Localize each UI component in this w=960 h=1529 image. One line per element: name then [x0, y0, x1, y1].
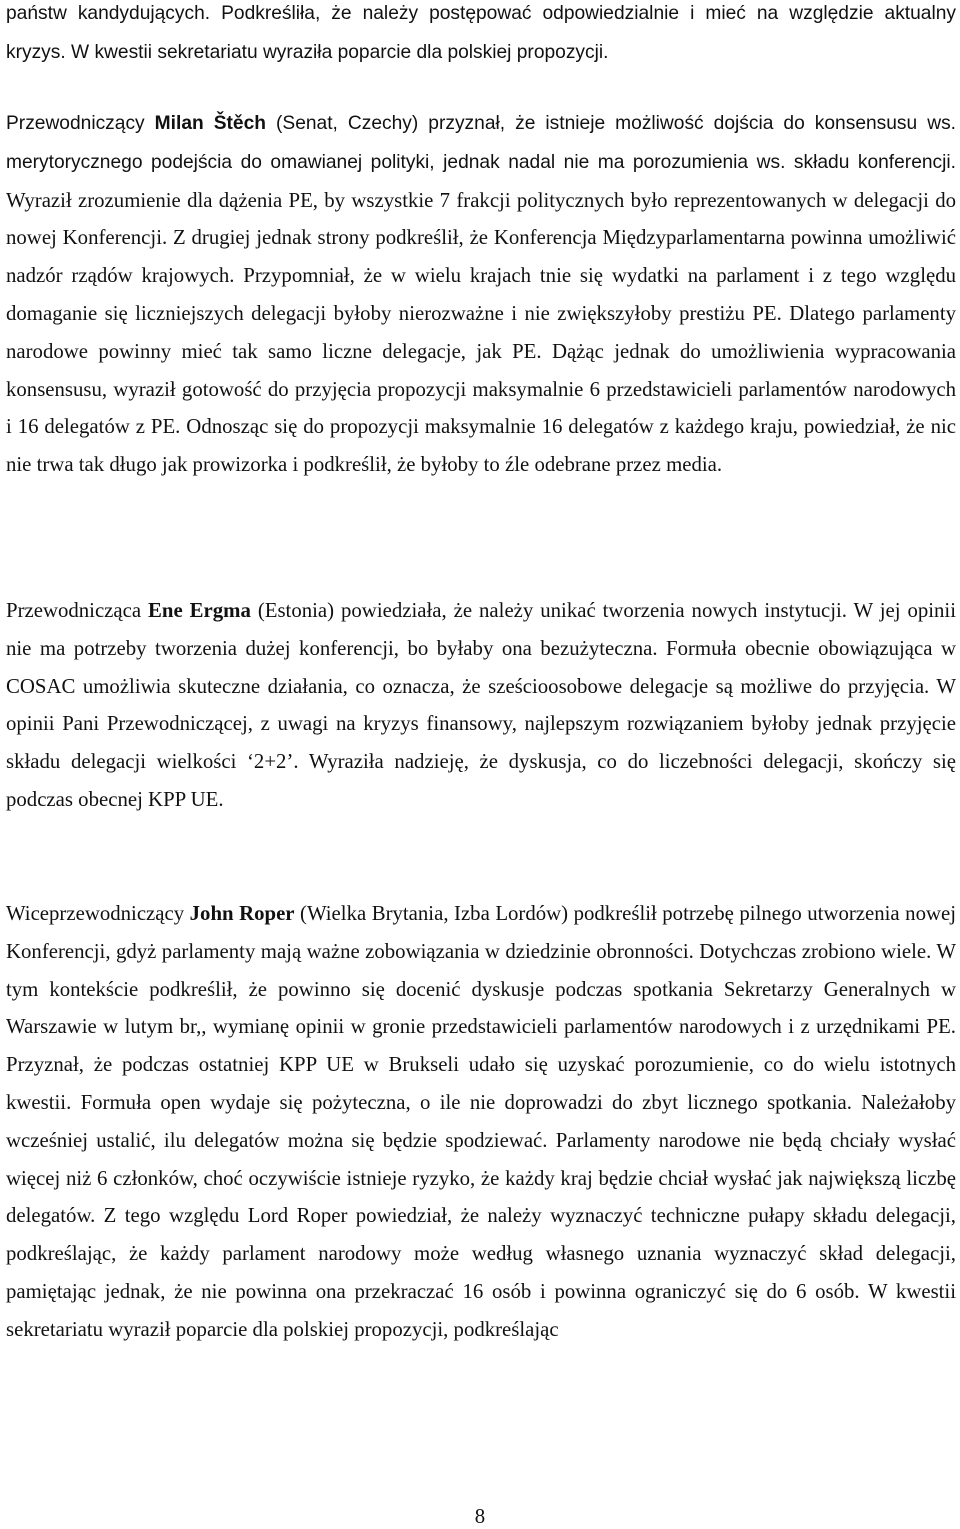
page-number: 8 [474, 1505, 486, 1528]
paragraph-2-sans-text: (Senat, Czechy) przyznał, że istnieje możliwość dojścia do konsensusu ws. merytorycznego podejścia do omawianej polityki, jednak nadal nie ma porozumienia ws. składu konferencji. [6, 113, 957, 173]
paragraph-2-intro: Przewodniczący [6, 113, 155, 134]
paragraph-4 [6, 895, 956, 1349]
paragraph-4-intro: Wiceprzewodniczący [6, 902, 190, 925]
paragraph-2 [6, 104, 956, 484]
paragraph-4-text: (Wielka Brytania, Izba Lordów) podkreślił potrzebę pilnego utworzenia nowej Konferencji, gdyż parlamenty mają ważne zobowiązania w dziedzinie obronności. Dotychczas zrobiono wiele. W tym kontekście podkreślił, że powinno się docenić dyskusje podczas spotkania Sekretarzy Generalnych w Warszawie w lutym br,, wymianę opinii w gronie przedstawicieli parlamentów narodowych i z urzędnikami PE. Przyznał, że podczas ostatniej KPP UE w Brukseli udało się uzyskać porozumienie, co do wielu istotnych kwestii. Formuła open wydaje się pożyteczna, o ile nie doprowadzi do zbyt licznego spotkania. Należałoby wcześniej ustalić, ilu delegatów można się będzie spodziewać. Parlamenty narodowe nie będą chciały wysłać więcej niż 6 członków, choć oczywiście istnieje ryzyko, że każdy kraj będzie chciał wysłać jak największą liczbę delegatów. Z tego względu Lord Roper powiedział, że należy wyznaczyć techniczne pułapy składu delegacji, podkreślając, że każdy parlament narodowy może według własnego uznania wyznaczyć skład delegacji, pamiętając jednak, że nie powinna ona przekraczać 16 osób i powinna ograniczyć się do 6 osób. W kwestii sekretariatu wyraził poparcie dla polskiej propozycji, podkreślając [6, 902, 957, 1341]
paragraph-1-text: państw kandydujących. Podkreśliła, że należy postępować odpowiedzialnie i mieć na względzie aktualny kryzys. W kwestii sekretariatu wyraziła poparcie dla polskiej propozycji. [6, 3, 956, 63]
paragraph-3-intro: Przewodnicząca [6, 599, 149, 622]
paragraph-3-text: (Estonia) powiedziała, że należy unikać tworzenia nowych instytucji. W jej opinii nie ma potrzeby tworzenia dużej konferencji, bo byłaby ona bezużyteczna. Formuła obecnie obowiązująca w COSAC umożliwia skuteczne działania, co oznacza, że sześcioosobowe delegacje są możliwe do przyjęcia. W opinii Pani Przewodniczącej, z uwagi na kryzys finansowy, najlepszym rozwiązaniem byłoby jednak przyjęcie składu delegacji wielkości ‘2+2’. Wyraziła nadzieję, że dyskusja, co do liczebności delegacji, skończy się podczas obecnej KPP UE. [6, 599, 956, 811]
speaker-name-john-roper: John Roper [189, 902, 295, 925]
paragraph-3 [6, 592, 956, 819]
paragraph-2-serif-text: Wyraził zrozumienie dla dążenia PE, by wszystkie 7 frakcji politycznych było reprezentowanych w delegacji do nowej Konferencji. Z drugiej jednak strony podkreślił, że Konferencja Międzyparlamentarna powinna umożliwić nadzór rządów krajowych. Przypomniał, że w wielu krajach tnie się wydatki na parlament i z tego względu domaganie się liczniejszych delegacji byłoby nierozważne i nie zwiększyłoby prestiżu PE. Dlatego parlamenty narodowe powinny mieć tak samo liczne delegacje, jak PE. Dążąc jednak do umożliwienia wypracowania konsensusu, wyraził gotowość do przyjęcia propozycji maksymalnie 6 przedstawicieli parlamentów narodowych i 16 delegatów z PE. Odnosząc się do propozycji maksymalnie 16 delegatów z każdego kraju, powiedział, że nic nie trwa tak długo jak prowizorka i podkreślił, że byłoby to źle odebrane przez media. [6, 188, 956, 477]
paragraph-1 [6, 0, 956, 72]
speaker-name-milan-stech: Milan Štěch [154, 113, 266, 134]
speaker-name-ene-ergma: Ene Ergma [148, 599, 251, 622]
